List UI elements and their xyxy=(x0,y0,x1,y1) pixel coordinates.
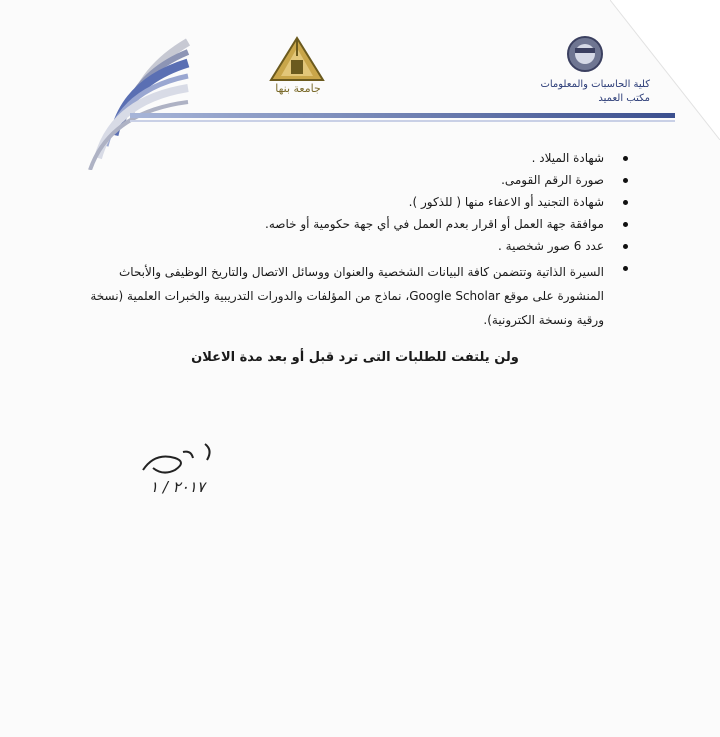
university-name: جامعة بنها xyxy=(275,82,321,95)
list-item: عدد 6 صور شخصية . xyxy=(90,238,620,254)
handwritten-signature xyxy=(135,432,225,477)
signature-date: ٢٠١٧ / ١ xyxy=(150,478,205,496)
office-name: مكتب العميد xyxy=(598,93,650,104)
header-rule xyxy=(130,113,675,118)
faculty-logo-icon xyxy=(560,34,610,78)
header-rule-secondary xyxy=(130,120,675,122)
requirements-list xyxy=(90,150,620,338)
university-emblem-icon xyxy=(267,36,327,84)
list-item: موافقة جهة العمل أو اقرار بعدم العمل في أي جهة حكومية أو خاصه. xyxy=(90,216,620,232)
list-item: السيرة الذاتية وتتضمن كافة البيانات الشخصية والعنوان ووسائل الاتصال والتاريخ الوظيفى والأبحاث المنشورة على موقع Google Scholar، نماذج من المؤلفات والدورات التدريبية والخبرات العلمية (نسخة ورقية ونسخة الكترونية). xyxy=(90,260,620,332)
faculty-name: كلية الحاسبات والمعلومات xyxy=(540,79,650,90)
list-item: شهادة الميلاد . xyxy=(90,150,620,166)
page-corner-fold xyxy=(610,0,720,140)
list-item: صورة الرقم القومى. xyxy=(90,172,620,188)
notice-text: ولن يلتفت للطلبات التى ترد قبل أو بعد مدة الاعلان xyxy=(191,350,519,365)
header-swoosh-graphic xyxy=(70,20,190,170)
university-logo xyxy=(262,36,332,106)
list-item: شهادة التجنيد أو الاعفاء منها ( للذكور ). xyxy=(90,194,620,210)
